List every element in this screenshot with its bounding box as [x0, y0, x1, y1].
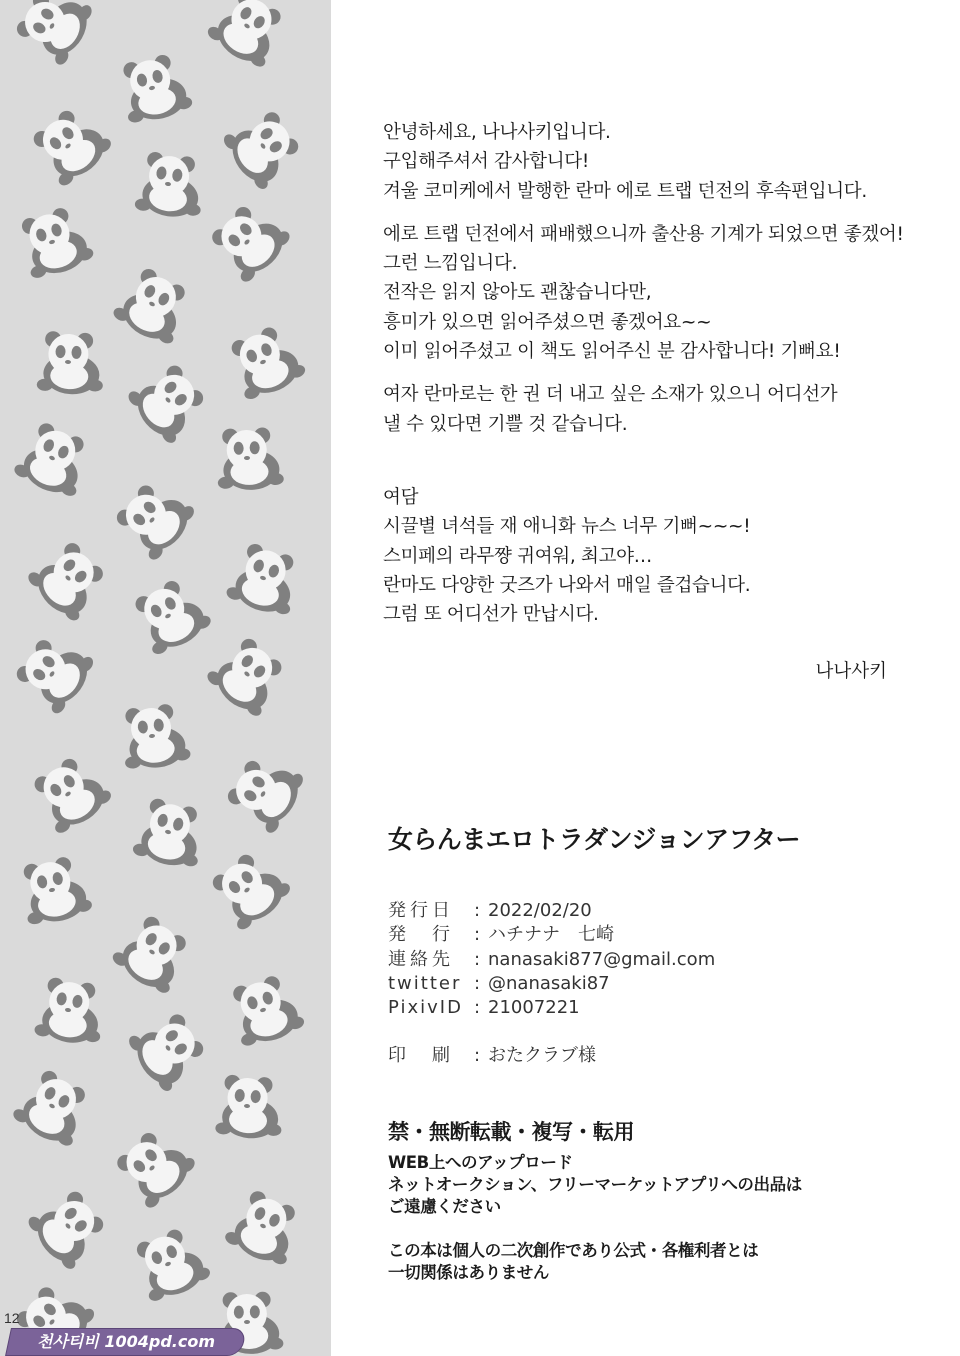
watermark-badge	[5, 1328, 247, 1356]
panda-icon	[204, 0, 293, 73]
colophon-value: @nanasaki87	[488, 972, 610, 994]
colophon-key: twitter	[388, 972, 462, 994]
afterword-letter	[383, 118, 903, 643]
colophon-separator: :	[474, 997, 481, 1019]
panda-icon	[226, 971, 307, 1050]
panda-icon	[16, 853, 93, 927]
letter-paragraph-aside	[383, 483, 903, 629]
panda-icon	[10, 627, 99, 717]
disclaimer-line: 一切関係はありません	[388, 1263, 550, 1282]
panda-icon	[10, 1065, 98, 1152]
letter-line: 여자 란마로는 한 권 더 내고 싶은 소재가 있으니 어디선가	[383, 384, 838, 406]
panda-icon	[33, 976, 108, 1048]
panda-icon	[109, 910, 199, 999]
watermark-text: 천사티비 1004pd.com	[36, 1332, 216, 1351]
panda-icon	[116, 51, 194, 126]
colophon-key: 発 行	[388, 924, 454, 946]
panda-icon	[222, 748, 309, 837]
panda-icon	[129, 1223, 213, 1305]
panda-icon	[36, 330, 105, 395]
panda-icon	[127, 573, 214, 659]
colophon-separator: :	[474, 948, 481, 970]
notice-heading: 禁・無断転載・複写・転用	[388, 1120, 634, 1144]
panda-icon	[12, 418, 98, 501]
letter-line: 여담	[383, 486, 419, 508]
letter-line: 낼 수 있다면 기쁠 것 같습니다.	[383, 413, 628, 435]
colophon-row	[388, 899, 715, 923]
colophon-separator: :	[474, 1045, 481, 1067]
panda-icon	[11, 0, 98, 68]
panda-icon	[222, 1186, 308, 1270]
panda-icon	[203, 632, 293, 722]
colophon-key: 印 刷	[388, 1045, 454, 1067]
panda-icon	[110, 1122, 201, 1212]
disclaimer-line: この本は個人の二次創作であり公式・各権利者とは	[388, 1241, 759, 1260]
panda-icon	[220, 104, 309, 194]
notice-line: WEB上へのアップロード	[388, 1153, 573, 1172]
colophon-row	[388, 996, 715, 1020]
colophon-separator: :	[474, 900, 481, 921]
panda-icon	[215, 1074, 285, 1140]
colophon-row	[388, 923, 715, 947]
panda-icon	[205, 844, 295, 933]
notice-spacer	[388, 1218, 802, 1240]
colophon-row	[388, 948, 715, 972]
panda-pattern	[0, 0, 331, 1356]
panda-icon	[119, 702, 192, 772]
author-signature: 나나사키	[815, 661, 887, 682]
panda-icon	[134, 150, 208, 221]
panda-pattern-panel	[0, 0, 331, 1356]
colophon-value: 21007221	[488, 997, 580, 1019]
notice-line: ご遠慮ください	[388, 1197, 501, 1216]
letter-line: 시끌별 녀석들 재 애니화 뉴스 너무 기뻐~~~!	[383, 516, 751, 538]
panda-icon	[224, 540, 307, 620]
letter-line: 에로 트랩 던전에서 패배했으니까 출산용 기계가 되었으면 좋겠어!	[383, 223, 904, 245]
colophon-separator: :	[474, 972, 481, 994]
panda-icon	[27, 749, 116, 837]
panda-icon	[131, 796, 210, 872]
colophon-key: 発行日	[388, 900, 454, 921]
colophon-key: PixivID	[388, 997, 463, 1019]
colophon-key: 連絡先	[388, 948, 454, 970]
letter-paragraph	[383, 220, 903, 366]
letter-line: 그런 느낌입니다.	[383, 253, 518, 275]
book-title: 女らんまエロトラダンジョンアフター	[388, 825, 800, 854]
colophon	[388, 899, 715, 1069]
panda-icon	[216, 427, 284, 491]
letter-paragraph	[383, 118, 903, 206]
colophon-value: 2022/02/20	[488, 900, 592, 921]
notice-line: ネットオークション、フリーマーケットアプリへの出品は	[388, 1175, 802, 1194]
colophon-printer-row	[388, 1044, 715, 1068]
letter-line: 안녕하세요, 나나사키입니다.	[383, 122, 611, 143]
panda-icon	[24, 1184, 114, 1274]
letter-line: 겨울 코미케에서 발행한 란마 에로 트랩 던전의 후속편입니다.	[383, 180, 867, 202]
letter-line: 구입해주셔서 감사합니다!	[383, 151, 589, 173]
panda-icon	[24, 536, 115, 627]
copyright-notice	[388, 1116, 802, 1284]
letter-line: 흥미가 있으면 읽어주셨으면 좋겠어요~~	[383, 311, 712, 333]
colophon-value: nanasaki877@gmail.com	[488, 948, 716, 970]
colophon-row	[388, 972, 715, 996]
panda-icon	[124, 358, 214, 448]
colophon-value: おたクラブ様	[488, 1045, 596, 1067]
panda-icon	[110, 473, 200, 563]
panda-icon	[14, 202, 96, 281]
letter-line: 전작은 읽지 않아도 괜찮습니다만,	[383, 282, 652, 304]
colophon-value: ハチナナ 七崎	[488, 924, 614, 946]
letter-line: 그럼 또 어디선가 만납시다.	[383, 604, 599, 626]
letter-line: 스미페의 라무쨩 귀여워, 최고야…	[383, 545, 652, 567]
letter-paragraph	[383, 380, 903, 439]
colophon-separator: :	[474, 924, 481, 946]
panda-icon	[110, 263, 198, 349]
panda-icon	[26, 100, 116, 190]
panda-icon	[224, 320, 309, 403]
page-number: 12	[4, 1310, 20, 1326]
panda-icon	[125, 1006, 213, 1095]
letter-line: 란마도 다양한 굿즈가 나와서 매일 즐겁습니다.	[383, 574, 751, 596]
panda-icon	[205, 195, 296, 285]
letter-line: 이미 읽어주셨고 이 책도 읽어주신 분 감사합니다! 기뻐요!	[383, 341, 841, 363]
